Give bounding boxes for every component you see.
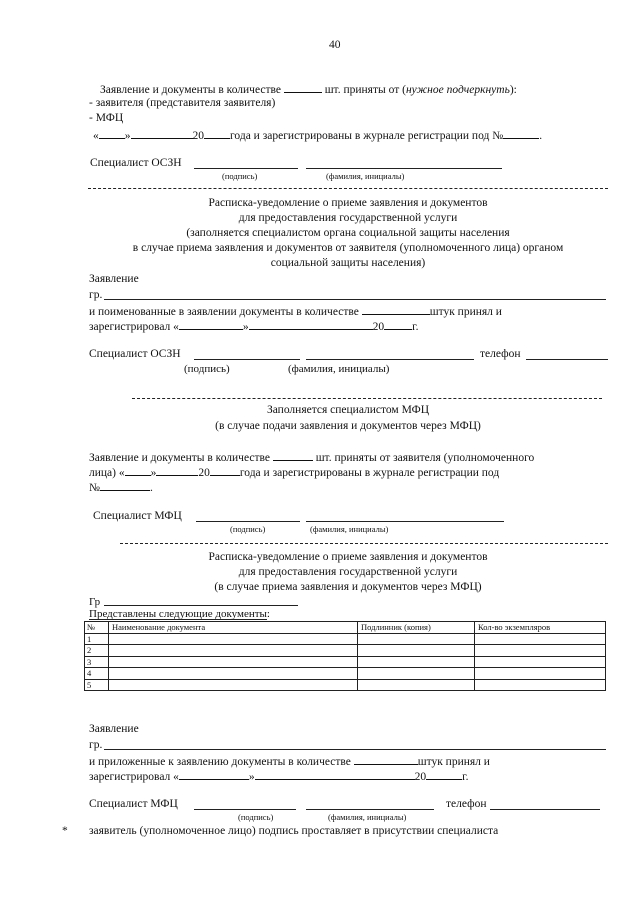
mfc-accepted-line: Заявление и документы в количестве шт. приняты от заявителя (уполномоченного xyxy=(89,452,535,464)
phone-line[interactable] xyxy=(490,809,600,810)
year-blank[interactable] xyxy=(204,129,230,139)
citizen-label: Гр xyxy=(89,596,101,608)
mfc-register-number-line: № . xyxy=(89,482,153,494)
document-name-cell[interactable] xyxy=(109,645,358,657)
row-number: 1 xyxy=(85,633,109,645)
name-caption: (фамилия, инициалы) xyxy=(328,812,407,822)
col-copies-count-header: Кол-во экземпляров xyxy=(475,622,606,634)
registered-line: зарегистрировал « » 20 г. xyxy=(89,771,469,783)
document-name-cell[interactable] xyxy=(109,679,358,691)
phone-line[interactable] xyxy=(526,359,608,360)
day-blank[interactable] xyxy=(179,770,249,780)
original-copy-cell[interactable] xyxy=(358,656,475,668)
month-blank[interactable] xyxy=(249,320,373,330)
table-row xyxy=(85,645,606,657)
phone-label: телефон xyxy=(446,798,487,810)
year-blank[interactable] xyxy=(426,770,462,780)
documents-count-blank[interactable] xyxy=(354,755,418,765)
signature-line[interactable] xyxy=(194,359,300,360)
page-number: 40 xyxy=(329,39,341,51)
receipt-note-2: в случае приема заявления и документов от заявителя (уполномоченного лица) органом xyxy=(132,242,564,254)
receipt-subtitle: для предоставления государственной услуги xyxy=(238,212,458,224)
specialist-mfc-label: Специалист МФЦ xyxy=(89,798,178,810)
original-copy-cell[interactable] xyxy=(358,679,475,691)
signature-line[interactable] xyxy=(196,521,300,522)
receipt-title: Расписка-уведомление о приеме заявления и документов xyxy=(208,197,488,209)
quantity-blank[interactable] xyxy=(284,83,322,93)
statement-label: Заявление xyxy=(89,273,139,285)
cut-line xyxy=(120,543,608,544)
specialist-oszn-label: Специалист ОСЗН xyxy=(90,157,182,169)
footnote-text: заявитель (уполномоченное лицо) подпись проставляет в присутствии специалиста xyxy=(89,825,499,837)
documents-count-blank[interactable] xyxy=(362,305,430,315)
citizen-label: гр. xyxy=(89,739,103,751)
cut-line xyxy=(132,398,602,399)
signature-caption: (подпись) xyxy=(238,812,274,822)
signature-caption: (подпись) xyxy=(230,524,266,534)
document-name-cell[interactable] xyxy=(109,668,358,680)
mfc-receipt-title: Расписка-уведомление о приеме заявления и документов xyxy=(208,551,488,563)
table-row xyxy=(85,633,606,645)
mfc-section-title: Заполняется специалистом МФЦ xyxy=(266,404,430,416)
name-caption: (фамилия, инициалы) xyxy=(310,524,389,534)
month-blank[interactable] xyxy=(131,129,193,139)
cut-line xyxy=(88,188,608,189)
row-number: 4 xyxy=(85,668,109,680)
table-row xyxy=(85,679,606,691)
day-blank[interactable] xyxy=(125,466,151,476)
register-number-blank[interactable] xyxy=(503,129,539,139)
month-blank[interactable] xyxy=(255,770,415,780)
day-blank[interactable] xyxy=(99,129,125,139)
registered-line: зарегистрировал « » 20 г. xyxy=(89,321,419,333)
documents-line: и поименованные в заявлении документы в количестве штук принял и xyxy=(89,306,502,318)
name-caption: (фамилия, инициалы) xyxy=(288,363,390,375)
statement-label: Заявление xyxy=(89,723,139,735)
specialist-mfc-label: Специалист МФЦ xyxy=(93,510,182,522)
row-number: 3 xyxy=(85,656,109,668)
col-document-name-header: Наименование документа xyxy=(109,622,358,634)
row-number: 2 xyxy=(85,645,109,657)
name-line[interactable] xyxy=(306,359,474,360)
name-line[interactable] xyxy=(306,168,502,169)
quantity-blank[interactable] xyxy=(273,451,313,461)
year-blank[interactable] xyxy=(384,320,412,330)
document-name-cell[interactable] xyxy=(109,633,358,645)
option-mfc[interactable]: - МФЦ xyxy=(89,112,124,124)
copies-count-cell[interactable] xyxy=(475,645,606,657)
copies-count-cell[interactable] xyxy=(475,668,606,680)
receipt-note-1: (заполняется специалистом органа социальной защиты населения xyxy=(186,227,510,239)
col-original-copy-header: Подлинник (копия) xyxy=(358,622,475,634)
register-number-blank[interactable] xyxy=(100,481,150,491)
name-line[interactable] xyxy=(306,809,434,810)
row-number: 5 xyxy=(85,679,109,691)
name-caption: (фамилия, инициалы) xyxy=(326,171,405,181)
specialist-oszn-label: Специалист ОСЗН xyxy=(89,348,181,360)
col-number-header: № xyxy=(85,622,109,634)
copies-count-cell[interactable] xyxy=(475,633,606,645)
copies-count-cell[interactable] xyxy=(475,656,606,668)
copies-count-cell[interactable] xyxy=(475,679,606,691)
presented-underline xyxy=(89,619,267,620)
signature-caption: (подпись) xyxy=(184,363,230,375)
footnote-marker: * xyxy=(62,825,68,837)
mfc-section-subtitle: (в случае подачи заявления и документов через МФЦ) xyxy=(215,420,481,432)
original-copy-cell[interactable] xyxy=(358,645,475,657)
citizen-label: гр. xyxy=(89,289,103,301)
presented-documents-label: Представлены следующие документы: xyxy=(89,608,270,620)
citizen-name-line[interactable] xyxy=(104,299,606,300)
citizen-name-line[interactable] xyxy=(104,749,606,750)
registration-line: « » 20 года и зарегистрированы в журнале регистрации под № . xyxy=(93,130,543,142)
table-row xyxy=(85,656,606,668)
table-header-row xyxy=(85,622,606,634)
mfc-receipt-note: (в случае приема заявления и документов через МФЦ) xyxy=(214,581,482,593)
signature-line[interactable] xyxy=(194,809,296,810)
option-applicant[interactable]: - заявителя (представителя заявителя) xyxy=(89,97,276,109)
table-row xyxy=(85,668,606,680)
signature-line[interactable] xyxy=(194,168,298,169)
phone-label: телефон xyxy=(480,348,521,360)
day-blank[interactable] xyxy=(179,320,243,330)
documents-table xyxy=(84,621,606,691)
name-line[interactable] xyxy=(306,521,504,522)
accepted-line: Заявление и документы в количестве шт. приняты от (нужное подчеркнуть): xyxy=(100,84,517,96)
signature-caption: (подпись) xyxy=(222,171,258,181)
document-name-cell[interactable] xyxy=(109,656,358,668)
receipt-note-3: социальной защиты населения) xyxy=(270,257,426,269)
year-blank[interactable] xyxy=(210,466,240,476)
documents-line: и приложенные к заявлению документы в количестве штук принял и xyxy=(89,756,490,768)
month-blank[interactable] xyxy=(156,466,198,476)
mfc-receipt-subtitle: для предоставления государственной услуги xyxy=(238,566,458,578)
citizen-name-line[interactable] xyxy=(104,605,298,606)
original-copy-cell[interactable] xyxy=(358,633,475,645)
mfc-date-line: лица) « » 20 года и зарегистрированы в журнале регистрации под xyxy=(89,467,500,479)
original-copy-cell[interactable] xyxy=(358,668,475,680)
